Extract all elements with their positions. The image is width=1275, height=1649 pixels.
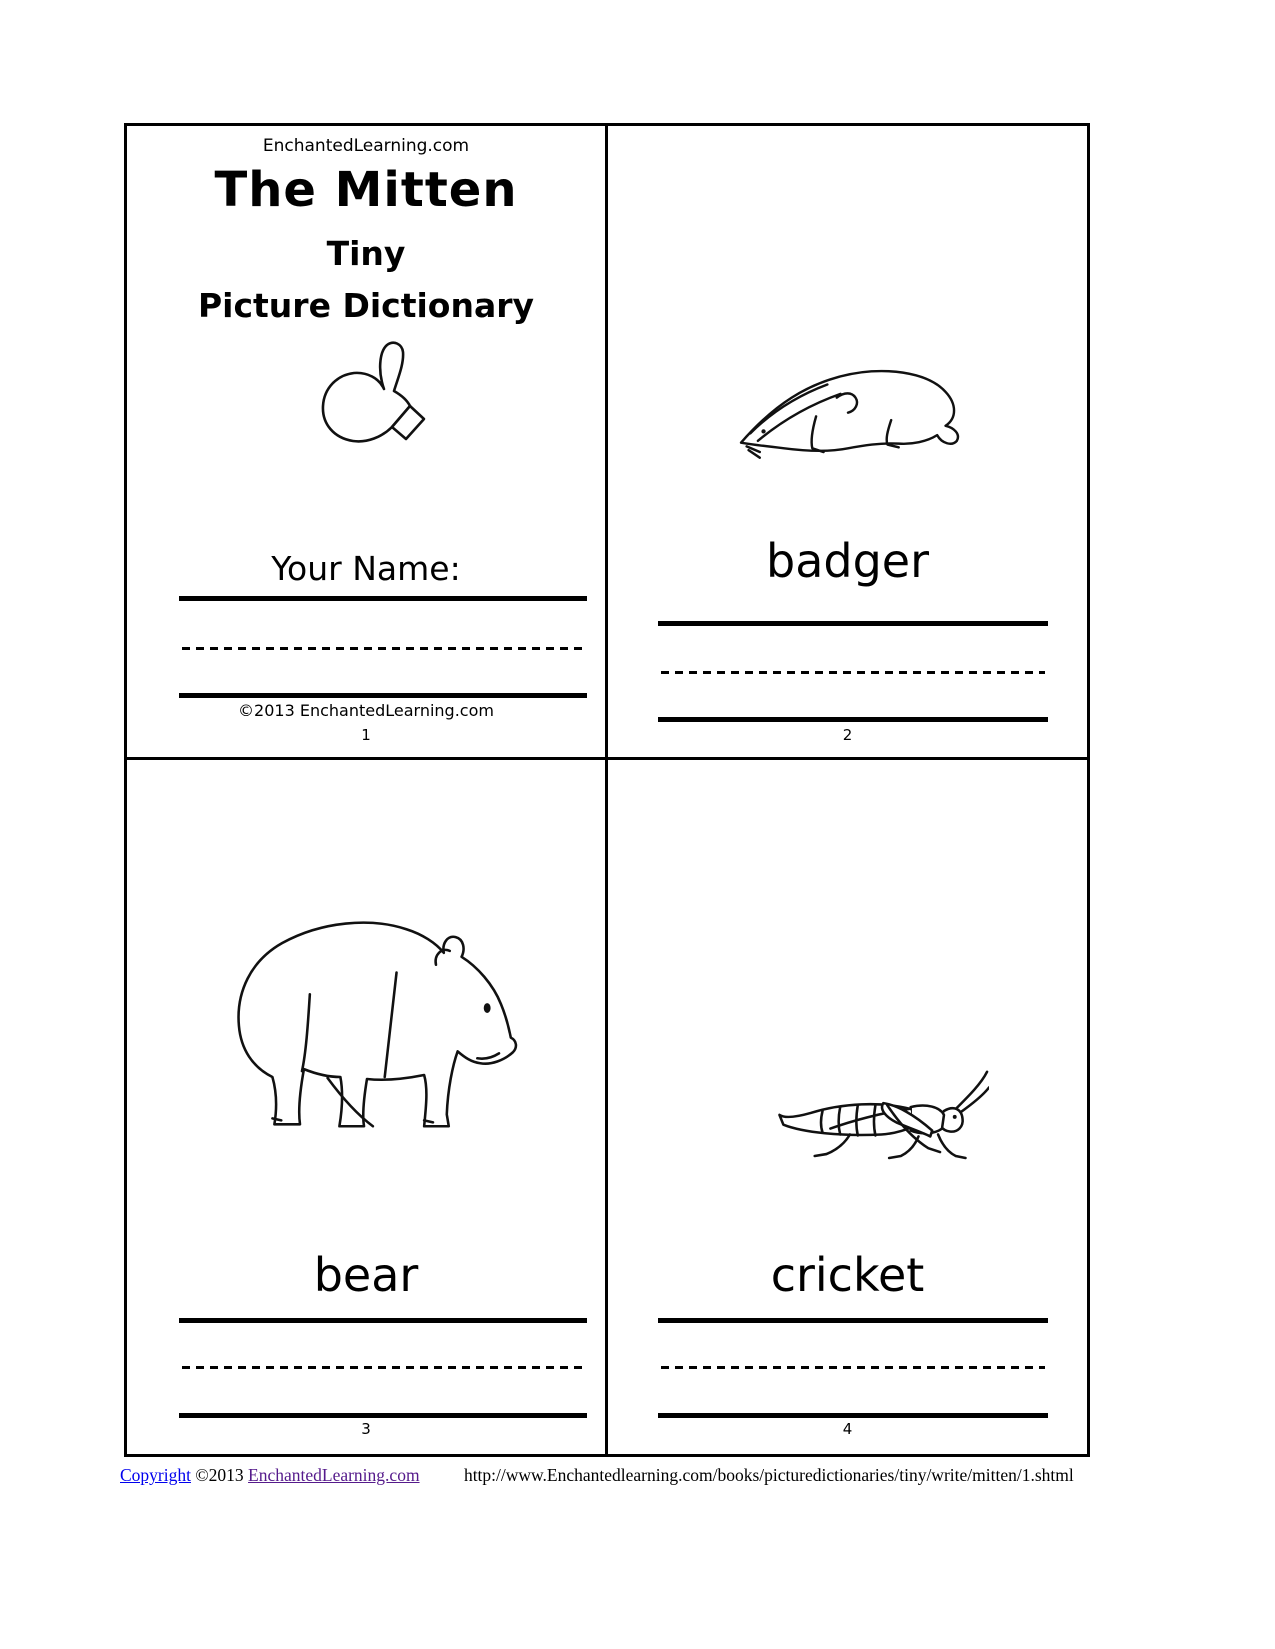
cricket-icon bbox=[754, 1056, 989, 1164]
site-name: EnchantedLearning.com bbox=[262, 136, 470, 156]
writing-line-dashed bbox=[182, 1366, 584, 1369]
footer-url: http://www.Enchantedlearning.com/books/picturedictionaries/tiny/write/mitten/1.shtml bbox=[463, 1465, 1074, 1485]
entry-word: cricket bbox=[770, 1248, 925, 1302]
page-number: 4 bbox=[842, 1420, 853, 1438]
site-link[interactable]: EnchantedLearning.com bbox=[248, 1465, 420, 1485]
writing-line-dashed bbox=[182, 647, 584, 650]
page-number: 1 bbox=[361, 726, 371, 744]
bear-icon bbox=[203, 878, 529, 1144]
book-title: The Mitten bbox=[214, 162, 518, 218]
footer-credit bbox=[120, 1465, 1220, 1486]
entry-word: bear bbox=[313, 1248, 419, 1302]
cover-copyright: ©2013 EnchantedLearning.com bbox=[238, 701, 494, 720]
entry-page-bear bbox=[127, 760, 605, 1454]
mitten-icon bbox=[297, 336, 447, 486]
writing-line-solid-top bbox=[179, 1318, 587, 1323]
writing-line-solid-top bbox=[658, 1318, 1048, 1323]
cover-page bbox=[127, 126, 605, 757]
book-subtitle-line1: Tiny bbox=[326, 234, 406, 273]
writing-line-dashed bbox=[661, 1366, 1045, 1369]
writing-line-dashed bbox=[661, 671, 1045, 674]
writing-line-solid-bottom bbox=[179, 1413, 587, 1418]
writing-line-solid-top bbox=[658, 621, 1048, 626]
badger-icon bbox=[726, 348, 970, 466]
booklet-sheet bbox=[124, 123, 1090, 1457]
entry-page-cricket bbox=[608, 760, 1087, 1454]
writing-line-solid-bottom bbox=[658, 717, 1048, 722]
writing-line-solid-top bbox=[179, 596, 587, 601]
page-number: 2 bbox=[842, 726, 853, 744]
writing-line-solid-bottom bbox=[658, 1413, 1048, 1418]
book-subtitle-line2: Picture Dictionary bbox=[197, 286, 535, 325]
entry-word: badger bbox=[766, 534, 929, 588]
page-number: 3 bbox=[361, 1420, 371, 1438]
entry-page-badger bbox=[608, 126, 1087, 757]
footer-year: ©2013 bbox=[195, 1465, 244, 1485]
your-name-label: Your Name: bbox=[271, 549, 461, 588]
copyright-link[interactable]: Copyright bbox=[120, 1465, 191, 1485]
writing-line-solid-bottom bbox=[179, 693, 587, 698]
